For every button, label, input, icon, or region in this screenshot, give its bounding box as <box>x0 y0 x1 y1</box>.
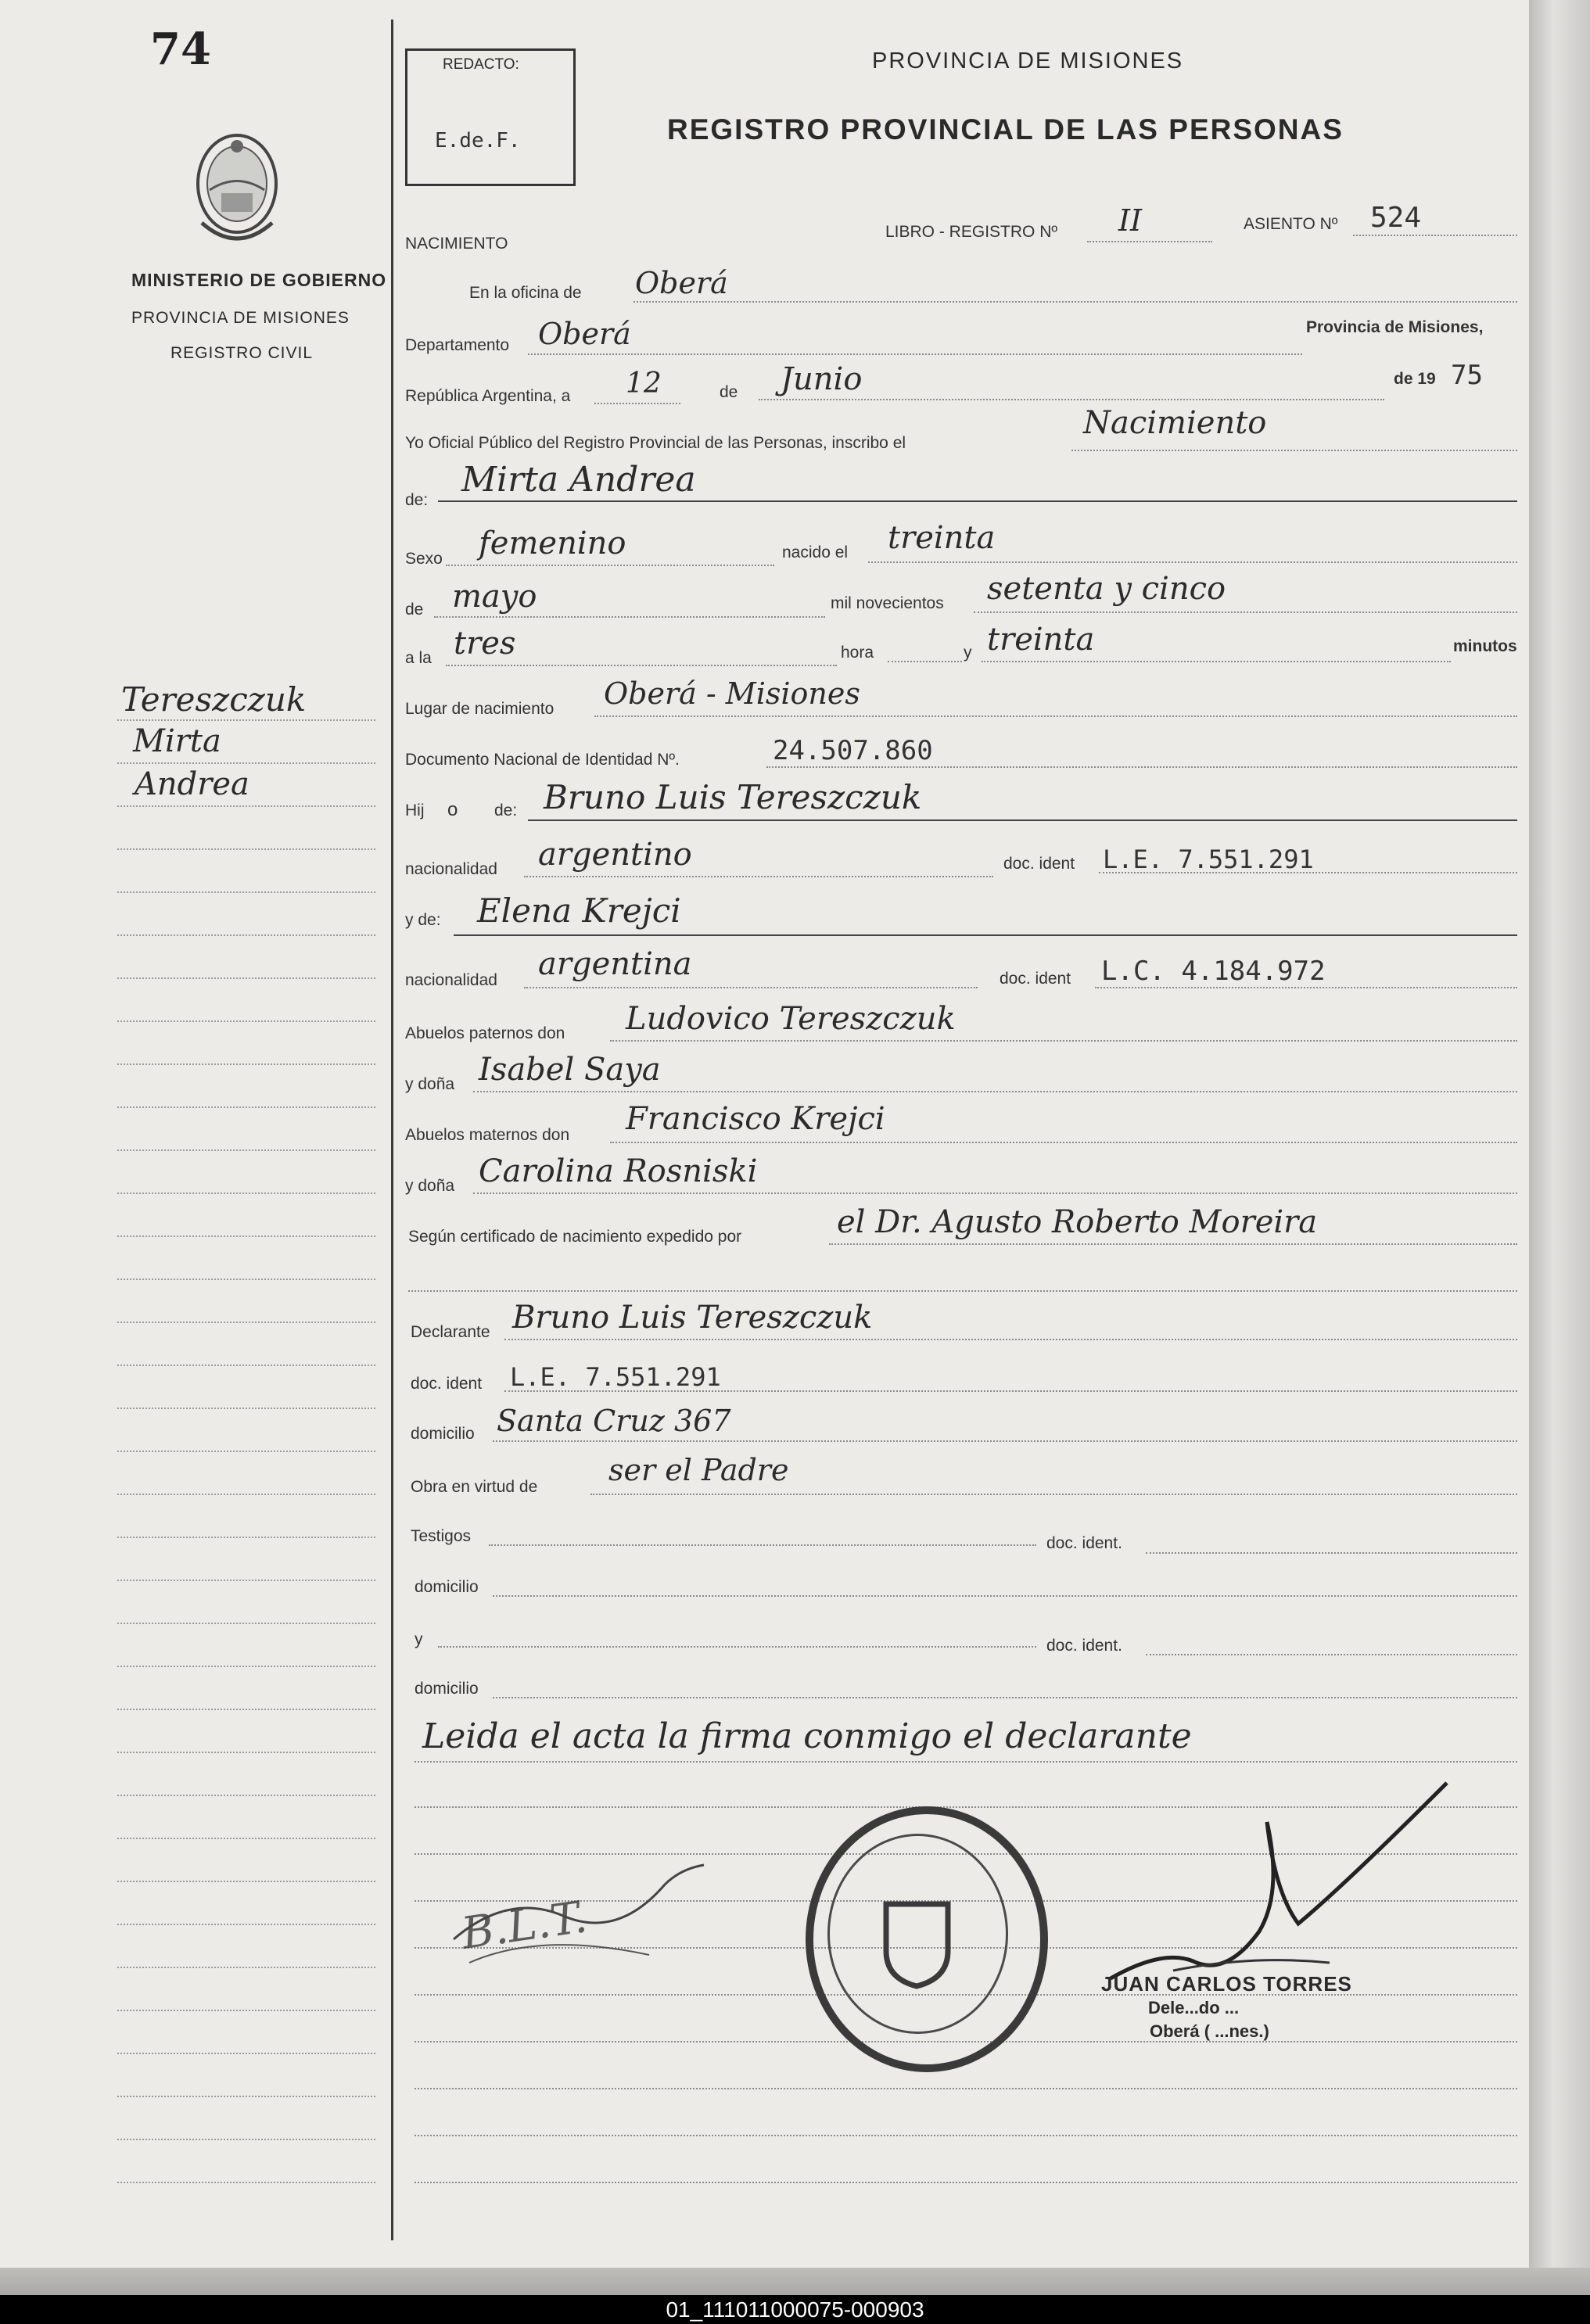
ydona2-label: y doña <box>405 1177 455 1195</box>
docid4-line <box>1146 1552 1517 1554</box>
abp-label: Abuelos paternos don <box>405 1024 565 1042</box>
mes-nac-value: mayo <box>452 579 537 615</box>
margin-line <box>117 805 375 807</box>
cert-value: el Dr. Agusto Roberto Moreira <box>837 1204 1318 1240</box>
abm-label: Abuelos maternos don <box>405 1126 570 1144</box>
dia-line <box>594 403 680 404</box>
nacido-line <box>868 561 1517 563</box>
official-place: Oberá ( ...nes.) <box>1150 2021 1269 2041</box>
initials-flourish-icon <box>446 1845 712 1978</box>
page-title: REGISTRO PROVINCIAL DE LAS PERSONAS <box>667 113 1344 145</box>
libro-line <box>1087 241 1212 242</box>
margin-line <box>117 719 375 721</box>
hora-value: tres <box>454 626 516 662</box>
sexo-value: femenino <box>479 525 626 561</box>
redacto-value: E.de.F. <box>435 129 521 152</box>
sexo-line <box>446 565 774 566</box>
oficial-line <box>1071 450 1517 451</box>
margin-line <box>117 1752 375 1753</box>
nac2-label: nacionalidad <box>405 971 497 989</box>
margin-line <box>117 1192 375 1194</box>
docid2-value: L.C. 4.184.972 <box>1101 956 1326 987</box>
departamento-value: Oberá <box>538 317 631 351</box>
hijo-suffix: o <box>447 799 458 820</box>
margin-line <box>117 1623 375 1624</box>
anio-value: 75 <box>1451 360 1483 391</box>
abm-line <box>610 1142 1517 1143</box>
margin-line <box>117 2096 375 2097</box>
anio-label: de 19 <box>1394 370 1436 388</box>
docid5-label: doc. ident. <box>1046 1637 1122 1655</box>
page-bottom-edge <box>0 2268 1590 2295</box>
madre-line <box>454 934 1517 936</box>
minutos-line <box>982 661 1451 662</box>
domicilio-value: Santa Cruz 367 <box>497 1404 731 1438</box>
oficina-label: En la oficina de <box>469 284 582 302</box>
margin-line <box>117 1967 375 1968</box>
margin-line <box>117 2053 375 2054</box>
margin-line <box>117 1838 375 1839</box>
docid2-label: doc. ident <box>1000 970 1071 988</box>
margin-line <box>117 1451 375 1452</box>
dni-label: Documento Nacional de Identidad Nº. <box>405 751 680 769</box>
nac1-value: argentino <box>538 837 692 873</box>
margin-line <box>117 1149 375 1151</box>
docid1-value: L.E. 7.551.291 <box>1103 845 1314 874</box>
margin-line <box>117 2139 375 2140</box>
minutos-value: treinta <box>987 622 1095 658</box>
margin-line <box>117 1408 375 1409</box>
margin-line <box>117 1365 375 1366</box>
departamento-line <box>528 353 1302 355</box>
province-label: PROVINCIA DE MISIONES <box>131 309 350 327</box>
de2-label: de: <box>405 491 429 509</box>
oficina-value: Oberá <box>635 266 728 300</box>
cert-line <box>829 1243 1517 1245</box>
nombre-value: Mirta Andrea <box>461 460 696 500</box>
y-label: y <box>964 644 972 662</box>
ministry-label: MINISTERIO DE GOBIERNO <box>131 270 387 290</box>
libro-label: LIBRO - REGISTRO Nº <box>885 223 1058 241</box>
binding-gutter <box>1529 0 1590 2295</box>
ala-label: a la <box>405 649 432 667</box>
header-province: PROVINCIA DE MISIONES <box>872 48 1184 74</box>
ydona1-value: Isabel Saya <box>479 1052 661 1088</box>
coat-of-arms-icon <box>186 129 288 258</box>
sexo-label: Sexo <box>405 550 443 568</box>
mil-label: mil novecientos <box>831 594 944 612</box>
docid1-label: doc. ident <box>1003 855 1075 873</box>
initials-signature: B.L.T. <box>458 1892 590 1960</box>
domicilio-label: domicilio <box>411 1425 475 1443</box>
anio-nac-line <box>974 611 1517 613</box>
margin-line <box>117 1881 375 1882</box>
docid5-line <box>1146 1654 1517 1655</box>
docid2-line <box>1095 987 1517 988</box>
ydona2-line <box>473 1192 1517 1194</box>
hora-line <box>446 665 837 666</box>
asiento-label: ASIENTO Nº <box>1244 215 1338 233</box>
leida-line <box>415 1761 1517 1763</box>
oficial-value: Nacimiento <box>1083 405 1267 441</box>
nac2-line <box>524 987 978 988</box>
docid4-label: doc. ident. <box>1046 1534 1122 1552</box>
declarante-value: Bruno Luis Tereszczuk <box>512 1300 873 1336</box>
de-label: de <box>720 383 738 401</box>
y2-label: y <box>415 1630 423 1648</box>
obra-line <box>590 1494 1517 1495</box>
margin-note-line-3: Andrea <box>135 766 249 802</box>
cert-label: Según certificado de nacimiento expedido por <box>408 1228 742 1246</box>
ydona1-label: y doña <box>405 1075 455 1093</box>
nombre-line <box>438 500 1517 502</box>
nac1-label: nacionalidad <box>405 860 497 878</box>
lugar-label: Lugar de nacimiento <box>405 700 555 718</box>
margin-note-line-2: Mirta <box>133 723 221 759</box>
de3-label: de <box>405 601 424 619</box>
nacido-value: treinta <box>888 520 996 556</box>
leida-value: Leida el acta la firma conmigo el declarante <box>422 1716 1192 1756</box>
docid3-value: L.E. 7.551.291 <box>510 1362 721 1392</box>
nac1-line <box>524 876 993 877</box>
padre-line <box>528 819 1517 821</box>
declarante-label: Declarante <box>411 1323 490 1341</box>
margin-line <box>117 1236 375 1237</box>
domicilio-line <box>493 1440 1517 1442</box>
margin-divider <box>391 20 393 2240</box>
margin-line <box>117 1322 375 1323</box>
image-id-footer: 01_111011000075-000903 <box>0 2295 1590 2324</box>
registry-label: REGISTRO CIVIL <box>170 344 314 362</box>
y2-line <box>438 1646 1036 1648</box>
asiento-line <box>1353 235 1517 236</box>
redacto-label: REDACTO: <box>443 56 519 73</box>
libro-value: II <box>1118 203 1143 238</box>
nac2-value: argentina <box>538 946 692 982</box>
minutos-label: minutos <box>1453 637 1517 655</box>
domicilio3-label: domicilio <box>415 1680 479 1698</box>
page-number: 74 <box>150 23 211 75</box>
obra-label: Obra en virtud de <box>411 1478 538 1496</box>
ruled-line <box>415 2182 1517 2183</box>
declarante-line <box>504 1339 1517 1340</box>
domicilio2-line <box>493 1595 1517 1597</box>
margin-line <box>117 1709 375 1710</box>
ruled-line <box>415 2135 1517 2136</box>
stamp-shield-icon <box>880 1896 954 1990</box>
margin-note-line-1: Tereszczuk <box>121 680 307 719</box>
madre-value: Elena Krejci <box>477 891 681 930</box>
abm-value: Francisco Krejci <box>626 1101 885 1137</box>
mes-nac-line <box>434 616 825 618</box>
cert-line-2 <box>408 1290 1517 1292</box>
margin-line <box>117 1494 375 1495</box>
margin-line <box>117 1795 375 1796</box>
margin-line <box>117 1580 375 1581</box>
margin-line <box>117 1924 375 1925</box>
margin-line <box>117 1537 375 1538</box>
margin-line <box>117 934 375 936</box>
departamento-label: Departamento <box>405 336 510 354</box>
obra-value: ser el Padre <box>608 1453 789 1487</box>
testigos-line <box>489 1544 1036 1546</box>
provincia-label: Provincia de Misiones, <box>1306 318 1484 336</box>
asiento-value: 524 <box>1370 202 1422 234</box>
margin-line <box>117 762 375 764</box>
margin-line <box>117 1106 375 1108</box>
yde-label: y de: <box>405 911 441 929</box>
ruled-line <box>415 2088 1517 2089</box>
dni-value: 24.507.860 <box>773 735 933 766</box>
padre-value: Bruno Luis Tereszczuk <box>544 778 922 816</box>
hijo-label: Hij <box>405 802 425 819</box>
mes-line <box>759 399 1384 400</box>
margin-line <box>117 1063 375 1065</box>
lugar-line <box>594 715 1517 717</box>
margin-line <box>117 848 375 850</box>
dni-line <box>766 766 1517 768</box>
domicilio2-label: domicilio <box>415 1578 479 1596</box>
margin-line <box>117 1020 375 1022</box>
abp-value: Ludovico Tereszczuk <box>626 1001 956 1037</box>
oficial-label: Yo Oficial Público del Registro Provincial de las Personas, inscribo el <box>405 434 906 452</box>
margin-line <box>117 977 375 979</box>
ydona2-value: Carolina Rosniski <box>479 1153 758 1189</box>
testigos-label: Testigos <box>411 1527 472 1545</box>
margin-line <box>117 1279 375 1280</box>
margin-line <box>117 891 375 893</box>
ydona1-line <box>473 1091 1517 1092</box>
lugar-value: Oberá - Misiones <box>604 676 860 711</box>
republica-label: República Argentina, a <box>405 387 571 405</box>
mes-value: Junio <box>781 361 863 397</box>
hora-label: hora <box>841 644 874 662</box>
hora-dots <box>888 661 962 662</box>
domicilio3-line <box>493 1697 1517 1698</box>
official-name: JUAN CARLOS TORRES <box>1101 1972 1352 1996</box>
margin-line <box>117 1666 375 1667</box>
docid3-label: doc. ident <box>411 1375 483 1393</box>
hijo-de-label: de: <box>494 802 518 819</box>
nacido-label: nacido el <box>782 543 849 561</box>
abp-line <box>610 1040 1517 1042</box>
official-title: Dele...do ... <box>1148 1998 1240 2017</box>
margin-line <box>117 2182 375 2183</box>
anio-nac-value: setenta y cinco <box>987 571 1226 607</box>
dia-value: 12 <box>626 368 662 400</box>
margin-line <box>117 2010 375 2011</box>
official-signature-icon <box>1095 1775 1455 2002</box>
oficina-line <box>633 301 1517 303</box>
nacimiento-label: NACIMIENTO <box>405 235 508 253</box>
